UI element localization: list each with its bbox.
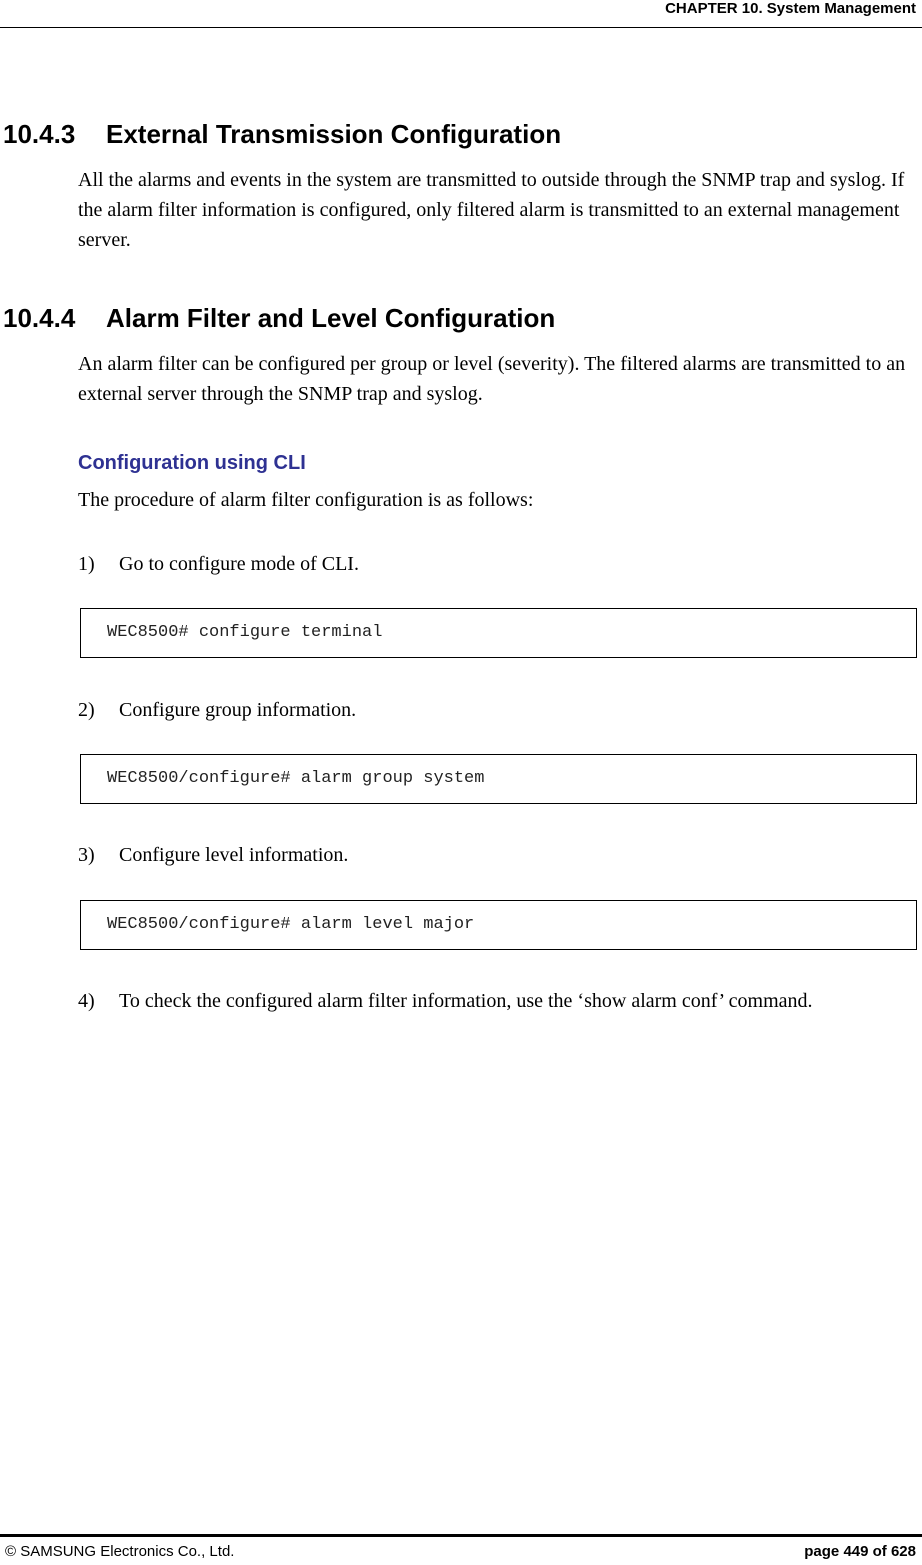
procedure-intro: The procedure of alarm filter configuration is as follows: — [78, 489, 534, 511]
footer-divider — [0, 1534, 922, 1537]
step-number: 4) — [78, 990, 95, 1012]
section-title: External Transmission Configuration — [106, 119, 562, 149]
step-text: To check the configured alarm filter information, use the ‘show alarm conf’ command. — [119, 990, 813, 1012]
cli-command: WEC8500/configure# alarm group system — [107, 769, 485, 788]
code-block-1 — [80, 608, 917, 658]
section-body-10-4-4: An alarm filter can be configured per group or level (severity). The filtered alarms are transmitted to an external server through the SNMP trap and syslog. — [78, 353, 906, 405]
step-text: Configure level information. — [119, 844, 349, 866]
cli-command: WEC8500# configure terminal — [107, 623, 383, 642]
step-4 — [78, 988, 813, 1014]
chapter-header: CHAPTER 10. System Management — [665, 0, 916, 17]
subheading-configuration-cli: Configuration using CLI — [78, 452, 306, 474]
step-1 — [78, 551, 359, 577]
footer-copyright: © SAMSUNG Electronics Co., Ltd. — [5, 1543, 235, 1560]
step-number: 3) — [78, 844, 95, 866]
section-heading-10-4-4 — [3, 303, 555, 333]
footer-page-number: page 449 of 628 — [804, 1543, 916, 1560]
header-divider — [0, 27, 922, 28]
step-text: Configure group information. — [119, 699, 357, 721]
code-block-2 — [80, 754, 917, 804]
step-3 — [78, 842, 348, 868]
step-number: 2) — [78, 699, 95, 721]
section-number: 10.4.4 — [3, 303, 76, 333]
section-body-10-4-3: All the alarms and events in the system are transmitted to outside through the SNMP trap and syslog. If the alarm filter information is configured, only filtered alarm is transmitted to an external management server. — [78, 169, 905, 251]
cli-command: WEC8500/configure# alarm level major — [107, 915, 475, 934]
section-number: 10.4.3 — [3, 119, 76, 149]
section-title: Alarm Filter and Level Configuration — [106, 303, 556, 333]
step-2 — [78, 697, 356, 723]
section-heading-10-4-3 — [3, 119, 561, 149]
step-number: 1) — [78, 553, 95, 575]
code-block-3 — [80, 900, 917, 950]
step-text: Go to configure mode of CLI. — [119, 553, 359, 575]
